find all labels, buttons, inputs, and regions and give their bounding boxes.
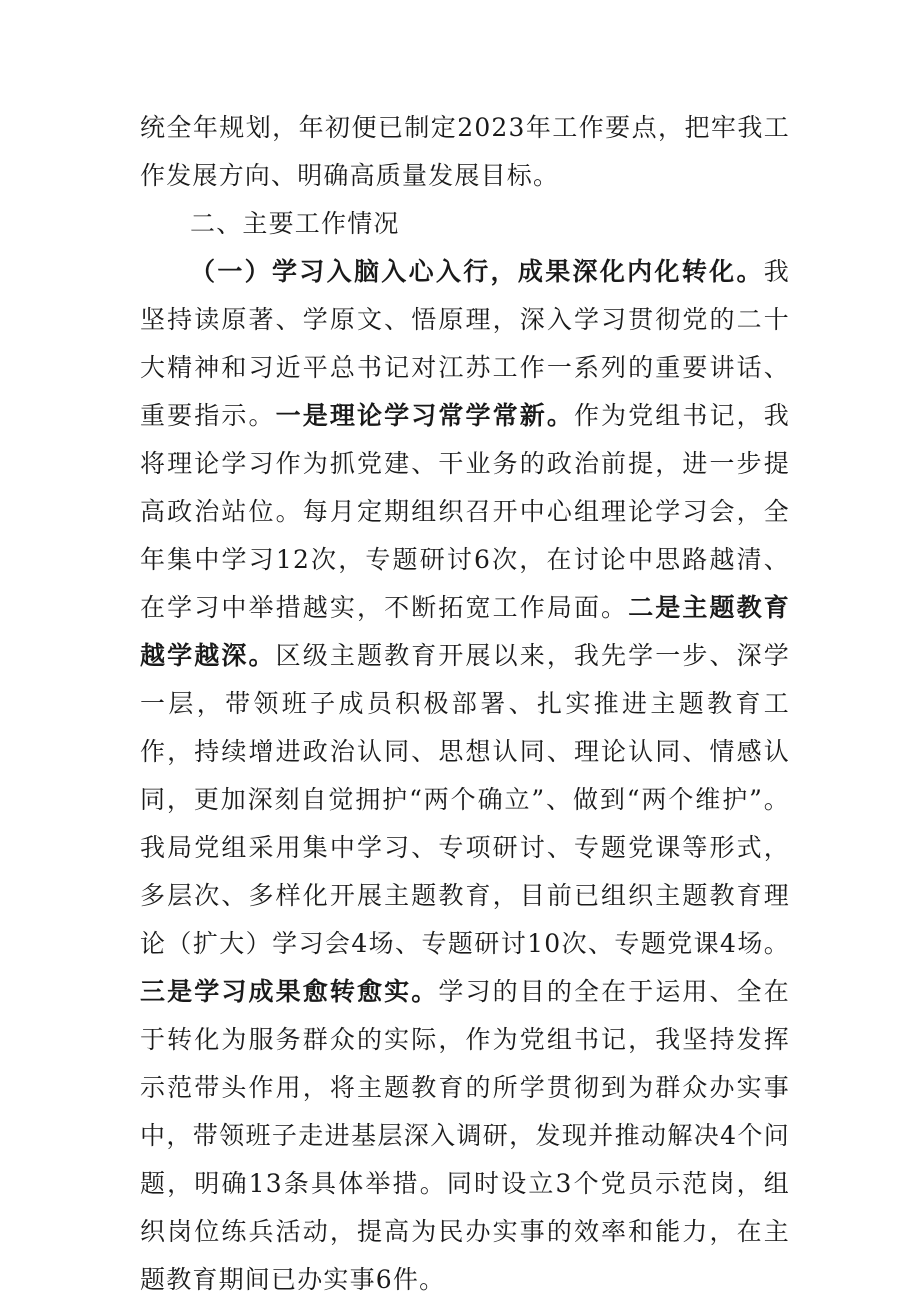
point-two-text: 区级主题教育开展以来，我先学一步、深学一层，带领班子成员积极部署、扎实推进主题教育工作，持续增进政治认同、思想认同、理论认同、情感认同，更加深刻自觉拥护“两个确立”、做到“两个维护”。我局党组采用集中学习、专项研讨、专题党课等形式，多层次、多样化开展主题教育，目前已组织主题教育理论（扩大）学习会4场、专题研讨10次、专题党课4场。 xyxy=(140,641,790,958)
intro-paragraph: 统全年规划，年初便已制定2023年工作要点，把牢我工作发展方向、明确高质量发展目标。 xyxy=(140,113,790,190)
document-body xyxy=(140,104,790,1304)
point-two-bold: 二是主题教育越学越深。 xyxy=(140,593,790,670)
point-three-text: 学习的目的全在于运用、全在于转化为服务群众的实际，作为党组书记，我坚持发挥示范带头作用，将主题教育的所学贯彻到为群众办实事中，带领班子走进基层深入调研，发现并推动解决4个问题，明确13条具体举措。同时设立3个党员示范岗，组织岗位练兵活动，提高为民办实事的效率和能力，在主题教育期间已办实事6件。 xyxy=(140,977,790,1294)
point-one-text: 作为党组书记，我将理论学习作为抓党建、干业务的政治前提，进一步提高政治站位。每月定期组织召开中心组理论学习会，全年集中学习12次，专题研讨6次，在讨论中思路越清、在学习中举措越实，不断拓宽工作局面。 xyxy=(140,401,790,622)
point-one-bold: 一是理论学习常学常新。 xyxy=(275,401,574,430)
point-three-bold: 三是学习成果愈转愈实。 xyxy=(140,977,439,1006)
section-one-lead-bold: （一）学习入脑入心入行，成果深化内化转化。 xyxy=(190,257,764,286)
section-one-lead-text: 我坚持读原著、学原文、悟原理，深入学习贯彻党的二十大精神和习近平总书记对江苏工作一系列的重要讲话、重要指示。 xyxy=(140,257,790,430)
section-heading: 二、主要工作情况 xyxy=(190,209,400,238)
section-one-paragraph xyxy=(140,248,790,1304)
